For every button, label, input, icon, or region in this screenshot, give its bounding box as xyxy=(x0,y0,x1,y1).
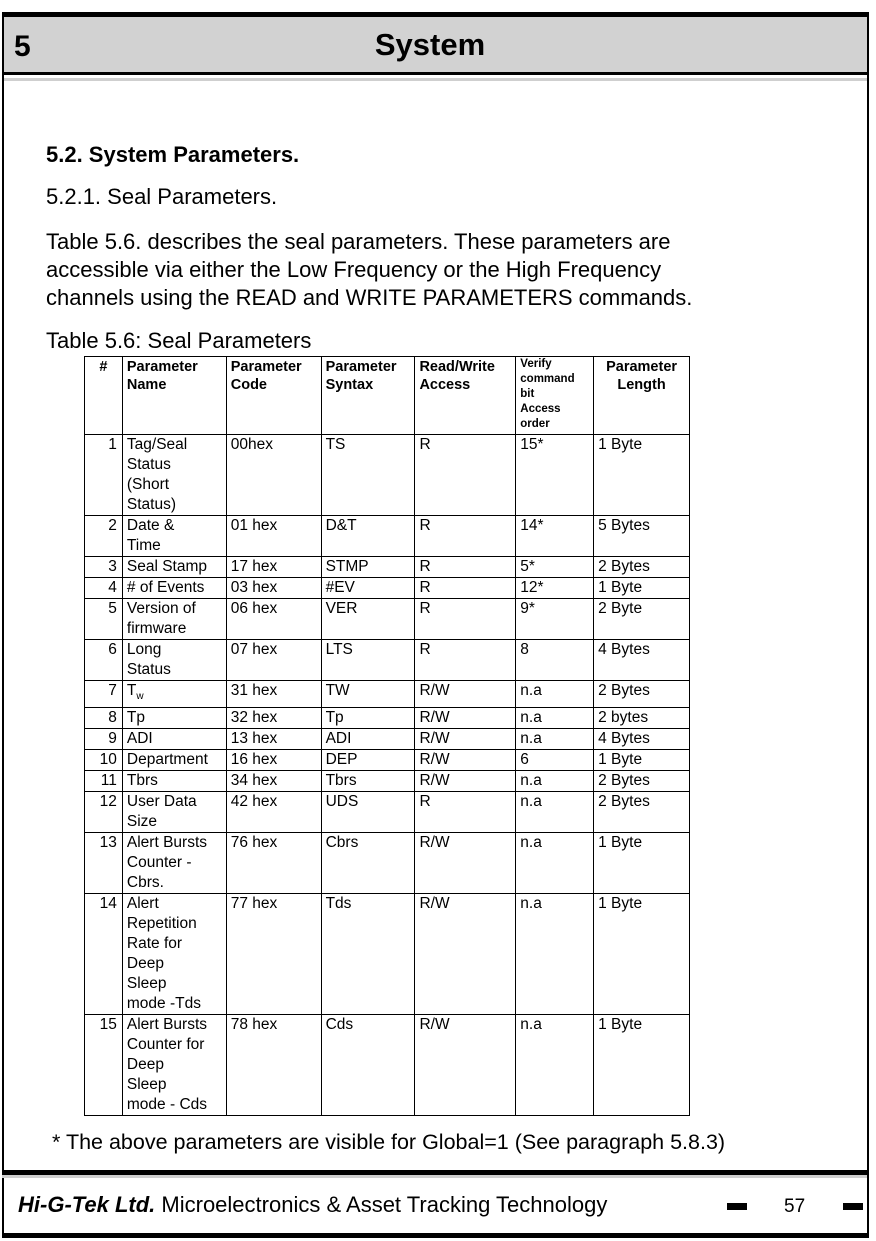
table-row xyxy=(85,833,690,894)
cell-name-line: ADI xyxy=(126,730,153,748)
footer-divider xyxy=(2,1175,867,1178)
cell-name-line: Size xyxy=(126,813,158,831)
header-code: Parameter Code xyxy=(226,357,321,435)
cell-syntax: Cds xyxy=(321,1015,415,1116)
cell-num: 6 xyxy=(85,640,123,681)
cell-verify: n.a xyxy=(516,1015,594,1116)
header-length: Parameter Length xyxy=(594,357,690,435)
cell-code: 01 hex xyxy=(226,516,321,557)
cell-name xyxy=(122,833,226,894)
header-verify: Verify command bit Access order xyxy=(516,357,594,435)
footnote: * The above parameters are visible for Global=1 (See paragraph 5.8.3) xyxy=(52,1130,726,1154)
cell-name xyxy=(122,894,226,1015)
cell-length: 2 bytes xyxy=(594,708,690,729)
cell-verify: 6 xyxy=(516,750,594,771)
footer-mark-right xyxy=(843,1203,863,1210)
cell-code: 76 hex xyxy=(226,833,321,894)
cell-access: R/W xyxy=(415,729,516,750)
cell-num: 7 xyxy=(85,681,123,708)
cell-verify: 9* xyxy=(516,599,594,640)
cell-name-line: Deep xyxy=(126,955,164,973)
cell-num: 10 xyxy=(85,750,123,771)
table-row xyxy=(85,1015,690,1116)
cell-name-line: User Data xyxy=(126,793,197,811)
header-num: # xyxy=(85,357,123,435)
table-row xyxy=(85,681,690,708)
cell-verify: n.a xyxy=(516,894,594,1015)
cell-length: 2 Byte xyxy=(594,599,690,640)
cell-length: 1 Byte xyxy=(594,894,690,1015)
cell-name-line: Status) xyxy=(126,496,176,513)
chapter-title: System xyxy=(374,27,486,62)
cell-name-line: Seal Stamp xyxy=(126,558,208,575)
cell-syntax: STMP xyxy=(321,557,415,578)
intro-line: accessible via either the Low Frequency or the High Frequency xyxy=(46,257,662,282)
cell-verify: n.a xyxy=(516,792,594,833)
table-row xyxy=(85,771,690,792)
cell-name-line: Counter for xyxy=(126,1036,205,1054)
cell-code: 78 hex xyxy=(226,1015,321,1116)
cell-code: 42 hex xyxy=(226,792,321,833)
cell-access: R/W xyxy=(415,1015,516,1116)
cell-name-line: Cbrs. xyxy=(126,874,164,892)
cell-name xyxy=(122,578,226,599)
cell-name-line: mode - Cds xyxy=(126,1096,208,1114)
cell-length: 2 Bytes xyxy=(594,557,690,578)
cell-num: 8 xyxy=(85,708,123,729)
cell-num: 11 xyxy=(85,771,123,792)
cell-name xyxy=(122,557,226,578)
cell-num: 4 xyxy=(85,578,123,599)
footer-bottom-rule xyxy=(2,1233,867,1238)
cell-code: 13 hex xyxy=(226,729,321,750)
cell-verify: n.a xyxy=(516,729,594,750)
cell-syntax: LTS xyxy=(321,640,415,681)
cell-num: 9 xyxy=(85,729,123,750)
header-name: Parameter Name xyxy=(122,357,226,435)
cell-access: R/W xyxy=(415,708,516,729)
cell-code: 17 hex xyxy=(226,557,321,578)
footer-mark-left xyxy=(727,1203,747,1210)
cell-name-line: Alert xyxy=(126,895,159,913)
cell-access: R/W xyxy=(415,833,516,894)
cell-name-line: Status xyxy=(126,456,171,473)
cell-name xyxy=(122,516,226,557)
cell-name-line: Counter - xyxy=(126,854,192,872)
cell-length: 4 Bytes xyxy=(594,640,690,681)
cell-num: 5 xyxy=(85,599,123,640)
page-number: 57 xyxy=(784,1196,806,1217)
cell-length: 1 Byte xyxy=(594,578,690,599)
company-name: Hi-G-Tek Ltd. xyxy=(18,1192,156,1217)
cell-name-line: Repetition xyxy=(126,915,197,933)
table-row xyxy=(85,578,690,599)
cell-name-line: Tag/Seal xyxy=(126,436,188,453)
cell-verify: 5* xyxy=(516,557,594,578)
cell-num: 1 xyxy=(85,435,123,516)
cell-code: 31 hex xyxy=(226,681,321,708)
cell-code: 32 hex xyxy=(226,708,321,729)
table-header-row xyxy=(85,357,690,435)
cell-name-line: firmware xyxy=(126,620,187,637)
cell-length: 1 Byte xyxy=(594,1015,690,1116)
cell-length: 2 Bytes xyxy=(594,681,690,708)
cell-name xyxy=(122,681,226,708)
cell-code: 77 hex xyxy=(226,894,321,1015)
subsection-heading: 5.2.1. Seal Parameters. xyxy=(46,184,278,209)
cell-verify: 8 xyxy=(516,640,594,681)
cell-name-line: Date & xyxy=(126,517,175,534)
cell-verify: n.a xyxy=(516,833,594,894)
cell-name xyxy=(122,1015,226,1116)
cell-name xyxy=(122,708,226,729)
cell-num: 14 xyxy=(85,894,123,1015)
cell-code: 00hex xyxy=(226,435,321,516)
cell-syntax: VER xyxy=(321,599,415,640)
cell-access: R xyxy=(415,640,516,681)
cell-syntax: TS xyxy=(321,435,415,516)
cell-length: 1 Byte xyxy=(594,833,690,894)
company-tagline: Microelectronics & Asset Tracking Technology xyxy=(155,1192,608,1217)
cell-access: R/W xyxy=(415,771,516,792)
cell-name-line: Time xyxy=(126,537,161,554)
cell-name-line: Deep xyxy=(126,1056,164,1074)
cell-length: 4 Bytes xyxy=(594,729,690,750)
cell-length: 1 Byte xyxy=(594,750,690,771)
cell-syntax: #EV xyxy=(321,578,415,599)
cell-syntax: Tbrs xyxy=(321,771,415,792)
cell-syntax: D&T xyxy=(321,516,415,557)
cell-access: R xyxy=(415,792,516,833)
cell-code: 03 hex xyxy=(226,578,321,599)
cell-length: 1 Byte xyxy=(594,435,690,516)
header-access: Read/Write Access xyxy=(415,357,516,435)
cell-name-line: Tbrs xyxy=(126,772,158,790)
cell-code: 06 hex xyxy=(226,599,321,640)
cell-name-line: Sleep xyxy=(126,975,167,993)
cell-syntax: Tds xyxy=(321,894,415,1015)
chapter-number: 5 xyxy=(14,30,31,63)
cell-access: R xyxy=(415,599,516,640)
table-row xyxy=(85,640,690,681)
footer-text xyxy=(18,1192,607,1218)
table-caption: Table 5.6: Seal Parameters xyxy=(46,328,312,353)
cell-access: R xyxy=(415,516,516,557)
cell-code: 16 hex xyxy=(226,750,321,771)
cell-code: 07 hex xyxy=(226,640,321,681)
cell-verify: 12* xyxy=(516,578,594,599)
table-row xyxy=(85,894,690,1015)
cell-verify: n.a xyxy=(516,681,594,708)
cell-length: 5 Bytes xyxy=(594,516,690,557)
table-row xyxy=(85,750,690,771)
cell-syntax: UDS xyxy=(321,792,415,833)
cell-num: 12 xyxy=(85,792,123,833)
cell-length: 2 Bytes xyxy=(594,792,690,833)
table-row xyxy=(85,435,690,516)
cell-access: R xyxy=(415,557,516,578)
cell-name-line: T xyxy=(126,682,137,699)
table-row xyxy=(85,557,690,578)
cell-num: 3 xyxy=(85,557,123,578)
cell-syntax: Cbrs xyxy=(321,833,415,894)
cell-name-line: Sleep xyxy=(126,1076,167,1094)
cell-syntax: ADI xyxy=(321,729,415,750)
cell-num: 15 xyxy=(85,1015,123,1116)
cell-syntax: TW xyxy=(321,681,415,708)
cell-num: 13 xyxy=(85,833,123,894)
cell-syntax: DEP xyxy=(321,750,415,771)
cell-name-line: Department xyxy=(126,751,208,769)
cell-name-line: Status xyxy=(126,661,171,678)
cell-name xyxy=(122,771,226,792)
cell-name-line: Alert Bursts xyxy=(126,834,207,852)
cell-access: R/W xyxy=(415,750,516,771)
cell-name-line: Long xyxy=(126,641,162,658)
table-row xyxy=(85,729,690,750)
cell-name-line: # of Events xyxy=(126,579,205,596)
cell-verify: n.a xyxy=(516,708,594,729)
cell-verify: 14* xyxy=(516,516,594,557)
section-heading: 5.2. System Parameters. xyxy=(46,142,300,167)
cell-verify: 15* xyxy=(516,435,594,516)
cell-name-line: Rate for xyxy=(126,935,183,953)
cell-name xyxy=(122,750,226,771)
header-divider xyxy=(4,78,867,81)
cell-name xyxy=(122,435,226,516)
table-row xyxy=(85,516,690,557)
cell-access: R/W xyxy=(415,894,516,1015)
cell-access: R/W xyxy=(415,681,516,708)
intro-line: Table 5.6. describes the seal parameters. These parameters are xyxy=(46,229,671,254)
cell-name xyxy=(122,792,226,833)
cell-name-line: (Short xyxy=(126,476,170,493)
table-row xyxy=(85,708,690,729)
cell-name xyxy=(122,729,226,750)
header-syntax: Parameter Syntax xyxy=(321,357,415,435)
seal-parameters-table xyxy=(84,356,690,1116)
table-row xyxy=(85,792,690,833)
cell-access: R xyxy=(415,435,516,516)
cell-syntax: Tp xyxy=(321,708,415,729)
cell-num: 2 xyxy=(85,516,123,557)
cell-access: R xyxy=(415,578,516,599)
cell-length: 2 Bytes xyxy=(594,771,690,792)
cell-name xyxy=(122,599,226,640)
intro-line: channels using the READ and WRITE PARAMETERS commands. xyxy=(46,285,693,310)
intro-paragraph xyxy=(46,228,836,312)
cell-name-line: mode -Tds xyxy=(126,995,201,1013)
cell-name-line: Alert Bursts xyxy=(126,1016,207,1034)
cell-name-line: Tp xyxy=(126,709,145,727)
cell-name-line: Version of xyxy=(126,600,196,617)
cell-name xyxy=(122,640,226,681)
cell-name-subscript: w xyxy=(136,691,144,703)
cell-code: 34 hex xyxy=(226,771,321,792)
cell-verify: n.a xyxy=(516,771,594,792)
table-row xyxy=(85,599,690,640)
